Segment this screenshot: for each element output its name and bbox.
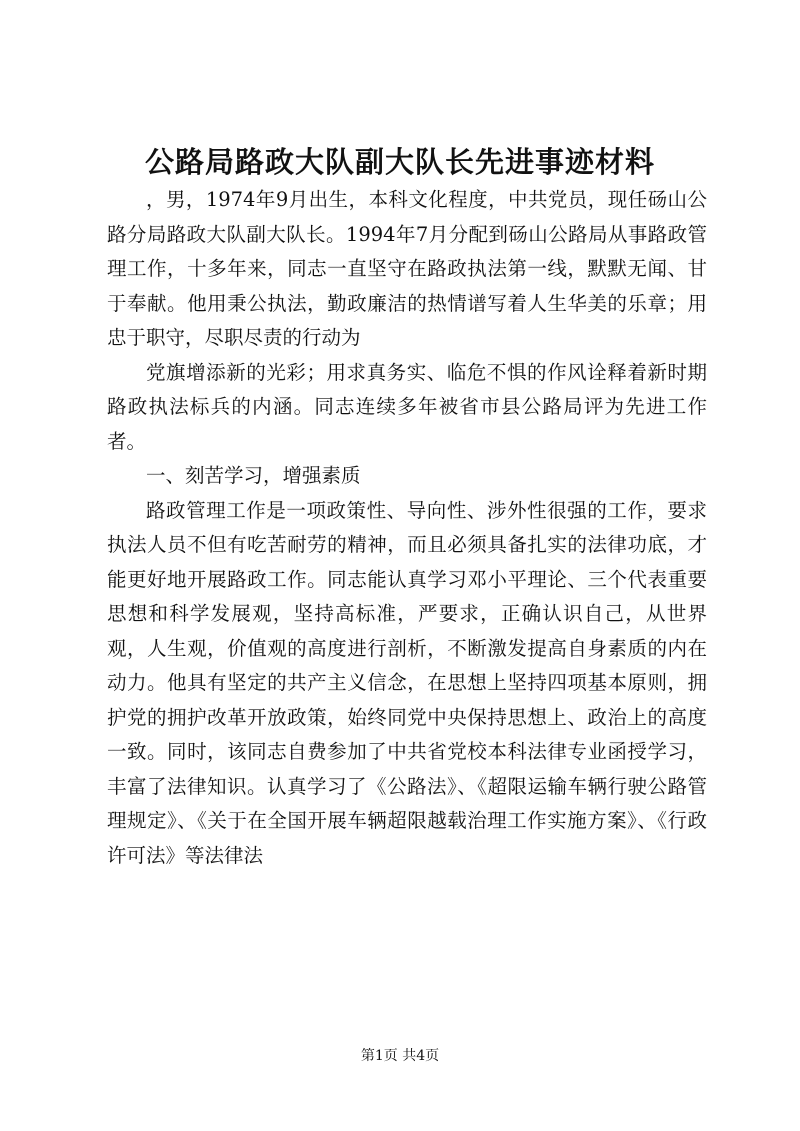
document-title: 公路局路政大队副大队长先进事迹材料 [144,145,655,179]
paragraph-intro: ，男，1974年9月出生，本科文化程度，中共党员，现任砀山公路分局路政大队副大队长。1994年7月分配到砀山公路局从事路政管理工作，十多年来，同志一直坚守在路政执法第一线，默默无闻、甘于奉献。他用秉公执法，勤政廉洁的热情谱写着人生华美的乐章；用忠于职守，尽职尽责的行动为 [107,188,707,349]
section-heading-1: 一、刻苦学习，增强素质 [146,464,361,487]
paragraph-continuation: 党旗增添新的光彩；用求真务实、临危不惧的作风诠释着新时期路政执法标兵的内涵。同志连续多年被省市县公路局评为先进工作者。 [107,360,707,453]
page-footer: 第1页 共4页 [360,1048,440,1064]
paragraph-section-1: 路政管理工作是一项政策性、导向性、涉外性很强的工作，要求执法人员不但有吃苦耐劳的精神，而且必须具备扎实的法律功底，才能更好地开展路政工作。同志能认真学习邓小平理论、三个代表重要思想和科学发展观，坚持高标准，严要求，正确认识自己，从世界观，人生观，价值观的高度进行剖析，不断激发提高自身素质的内在动力。他具有坚定的共产主义信念，在思想上坚持四项基本原则，拥护党的拥护改革开放政策，始终同党中央保持思想上、政治上的高度一致。同时，该同志自费参加了中共省党校本科法律专业函授学习，丰富了法律知识。认真学习了《公路法》、《超限运输车辆行驶公路管理规定》、《关于在全国开展车辆超限越载治理工作实施方案》、《行政许可法》等法律法 [107,498,707,867]
document-body [107,183,707,873]
